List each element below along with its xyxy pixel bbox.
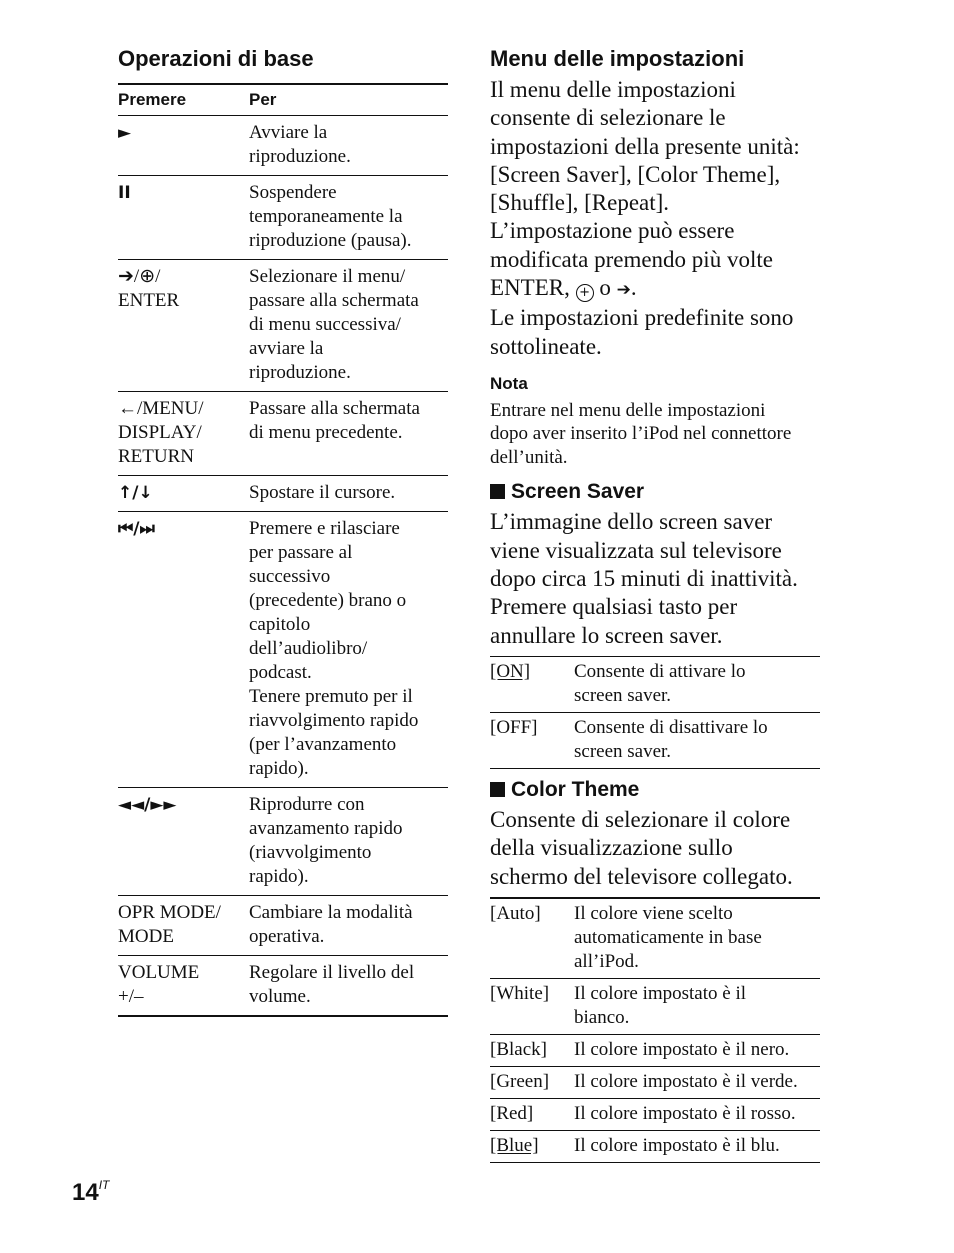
description-line: volume.: [249, 986, 311, 1007]
option-key-black: [Black]: [490, 1038, 547, 1060]
table-row: [490, 1098, 820, 1130]
table-row: [118, 476, 448, 512]
enter-circle-icon: +: [576, 284, 594, 302]
color-theme-line: schermo del televisore collegato.: [490, 863, 793, 889]
description-line: Avviare la: [249, 122, 328, 143]
description-line: avviare la: [249, 338, 324, 359]
description-cell: [249, 260, 448, 392]
skip-back-forward-icon: ⏮/⏭: [118, 519, 155, 539]
table-row: [490, 656, 820, 712]
option-description-line: Il colore impostato è il: [574, 982, 747, 1004]
description-cell: [249, 176, 448, 260]
note-text: [490, 399, 820, 470]
option-description-cell: [574, 898, 820, 979]
description-line: operativa.: [249, 926, 325, 947]
description-line: capitolo: [249, 614, 311, 635]
description-cell: [249, 116, 448, 176]
screen-saver-line: viene visualizzata sul televisore: [490, 537, 782, 563]
pause-icon: II: [118, 183, 131, 203]
description-line: (riavvolgimento: [249, 842, 372, 863]
right-column: [490, 44, 820, 1163]
option-description-line: Il colore impostato è il rosso.: [574, 1102, 796, 1124]
description-cell: [249, 392, 448, 476]
description-line: rapido).: [249, 866, 309, 887]
option-description-cell: [574, 712, 820, 768]
description-line: avanzamento rapido: [249, 818, 403, 839]
or-text: o: [599, 275, 611, 301]
option-description-cell: [574, 656, 820, 712]
intro-line: L’impostazione può essere: [490, 218, 735, 244]
option-key-cell: [490, 712, 574, 768]
option-key-cell: [490, 1066, 574, 1098]
square-bullet-icon: [490, 484, 505, 499]
option-description-line: automaticamente in base: [574, 926, 762, 948]
intro-line: [Shuffle], [Repeat].: [490, 190, 670, 216]
table-header-row: [118, 84, 448, 116]
table-row: [490, 1130, 820, 1162]
key-cell: [118, 260, 249, 392]
option-key-cell: [490, 978, 574, 1034]
description-cell: [249, 512, 448, 788]
intro-line: Il menu delle impostazioni: [490, 77, 736, 102]
intro-line: consente di selezionare le: [490, 105, 726, 131]
screen-saver-line: L’immagine dello screen saver: [490, 509, 773, 535]
description-line: Selezionare il menu/: [249, 266, 406, 287]
key-label: OPR MODE/: [118, 902, 221, 923]
note-line: dopo aver inserito l’iPod nel connettore: [490, 423, 792, 445]
key-label: MODE: [118, 926, 174, 947]
option-key-cell: [490, 898, 574, 979]
description-line: riproduzione.: [249, 146, 351, 167]
description-line: riavvolgimento rapido: [249, 710, 419, 731]
description-line: dell’audiolibro/: [249, 638, 368, 659]
option-key-blue: [Blue]: [490, 1134, 539, 1156]
description-cell: [249, 788, 448, 896]
description-line: temporaneamente la: [249, 206, 403, 227]
color-theme-line: Consente di selezionare il colore: [490, 806, 791, 832]
option-key-red: [Red]: [490, 1102, 534, 1124]
option-key-cell: [490, 1034, 574, 1066]
option-key-cell: [490, 1098, 574, 1130]
key-cell: [118, 176, 249, 260]
note-line: Entrare nel menu delle impostazioni: [490, 399, 766, 421]
option-description-cell: [574, 1034, 820, 1066]
table-row: [490, 978, 820, 1034]
column-header-for: Per: [249, 84, 448, 116]
screen-saver-title: Screen Saver: [511, 480, 645, 504]
description-cell: [249, 476, 448, 512]
enter-text: ENTER,: [490, 275, 570, 301]
option-key-on: [ON]: [490, 660, 531, 682]
period-text: .: [630, 275, 637, 301]
note-title: Nota: [490, 373, 528, 393]
color-theme-heading: [490, 776, 820, 804]
color-theme-title: Color Theme: [511, 777, 640, 801]
screen-saver-heading: [490, 478, 820, 506]
key-label: ➔/⊕/: [118, 266, 161, 287]
key-cell: [118, 116, 249, 176]
color-theme-options-table: [490, 897, 820, 1163]
description-line: rapido).: [249, 758, 309, 779]
description-line: Spostare il cursore.: [249, 482, 396, 503]
section-heading-settings-menu: Menu delle impostazioni: [490, 46, 745, 71]
option-key-cell: [490, 656, 574, 712]
description-line: Cambiare la modalità: [249, 902, 413, 923]
intro-line: [Screen Saver], [Color Theme],: [490, 161, 781, 187]
option-key-white: [White]: [490, 982, 550, 1004]
key-label: RETURN: [118, 446, 194, 467]
key-cell: [118, 956, 249, 1017]
description-line: di menu precedente.: [249, 422, 403, 443]
key-label: DISPLAY/: [118, 422, 202, 443]
option-description-cell: [574, 978, 820, 1034]
description-line: (precedente) brano o: [249, 590, 407, 611]
key-label: VOLUME: [118, 962, 200, 983]
key-cell: [118, 476, 249, 512]
option-description-cell: [574, 1098, 820, 1130]
option-description-line: Consente di attivare lo: [574, 660, 746, 682]
play-icon: ►: [118, 123, 132, 143]
option-key-off: [OFF]: [490, 716, 538, 738]
arrow-up-down-icon: ↑/↓: [118, 483, 153, 503]
description-line: passare alla schermata: [249, 290, 419, 311]
key-label: ←/MENU/: [118, 398, 204, 419]
screen-saver-options-table: [490, 656, 820, 769]
description-line: per passare al: [249, 542, 353, 563]
rewind-fast-forward-icon: ◄◄/►►: [118, 795, 177, 815]
table-row: [490, 898, 820, 979]
table-row: [118, 512, 448, 788]
option-key-cell: [490, 1130, 574, 1162]
option-description-line: Il colore impostato è il nero.: [574, 1038, 790, 1060]
screen-saver-text: [490, 508, 820, 649]
arrow-right-icon: ➔: [616, 280, 631, 301]
description-line: Regolare il livello del: [249, 962, 415, 983]
description-line: Passare alla schermata: [249, 398, 420, 419]
option-description-cell: [574, 1066, 820, 1098]
description-line: Tenere premuto per il: [249, 686, 413, 707]
column-header-press: Premere: [118, 84, 249, 116]
option-description-cell: [574, 1130, 820, 1162]
description-line: riproduzione (pausa).: [249, 230, 412, 251]
description-line: (per l’avanzamento: [249, 734, 397, 755]
color-theme-text: [490, 806, 820, 891]
option-description-line: all’iPod.: [574, 950, 639, 972]
description-line: podcast.: [249, 662, 312, 683]
default-line: sottolineate.: [490, 333, 602, 359]
page-number-value: 14: [72, 1179, 99, 1206]
intro-line: modificata premendo più volte: [490, 246, 773, 272]
key-cell: [118, 896, 249, 956]
key-label: ENTER: [118, 290, 180, 311]
table-row: [118, 956, 448, 1017]
intro-paragraph: [490, 76, 820, 361]
option-key-green: [Green]: [490, 1070, 550, 1092]
option-description-line: screen saver.: [574, 684, 672, 706]
key-cell: [118, 788, 249, 896]
option-description-line: bianco.: [574, 1006, 630, 1028]
table-row: [118, 260, 448, 392]
table-row: [490, 1034, 820, 1066]
color-theme-line: della visualizzazione sullo: [490, 835, 733, 861]
default-line: Le impostazioni predefinite sono: [490, 305, 794, 331]
square-bullet-icon: [490, 782, 505, 797]
description-line: Sospendere: [249, 182, 337, 203]
screen-saver-line: Premere qualsiasi tasto per: [490, 594, 738, 620]
table-row: [118, 116, 448, 176]
option-description-line: screen saver.: [574, 740, 672, 762]
table-row: [490, 712, 820, 768]
option-key-auto: [Auto]: [490, 902, 541, 924]
option-description-line: Il colore viene scelto: [574, 902, 733, 924]
description-line: successivo: [249, 566, 331, 587]
note-line: dell’unità.: [490, 446, 568, 468]
table-row: [118, 392, 448, 476]
key-cell: [118, 512, 249, 788]
option-description-line: Il colore impostato è il blu.: [574, 1134, 780, 1156]
section-heading-basic-operations: Operazioni di base: [118, 46, 314, 71]
description-line: riproduzione.: [249, 362, 351, 383]
option-description-line: Consente di disattivare lo: [574, 716, 768, 738]
table-row: [118, 788, 448, 896]
screen-saver-line: dopo circa 15 minuti di inattività.: [490, 566, 798, 592]
description-line: Riprodurre con: [249, 794, 365, 815]
key-cell: [118, 392, 249, 476]
enter-line: [490, 274, 820, 304]
description-line: Premere e rilasciare: [249, 518, 400, 539]
table-row: [118, 896, 448, 956]
basic-operations-table: [118, 83, 448, 1017]
description-line: di menu successiva/: [249, 314, 401, 335]
page-number: [72, 1178, 109, 1207]
key-label: +/–: [118, 986, 144, 1007]
intro-line: impostazioni della presente unità:: [490, 133, 800, 159]
description-cell: [249, 956, 448, 1017]
table-row: [118, 176, 448, 260]
page-language-code: IT: [98, 1178, 110, 1192]
table-row: [490, 1066, 820, 1098]
description-cell: [249, 896, 448, 956]
option-description-line: Il colore impostato è il verde.: [574, 1070, 798, 1092]
screen-saver-line: annullare lo screen saver.: [490, 622, 723, 648]
left-column: [118, 44, 448, 1017]
